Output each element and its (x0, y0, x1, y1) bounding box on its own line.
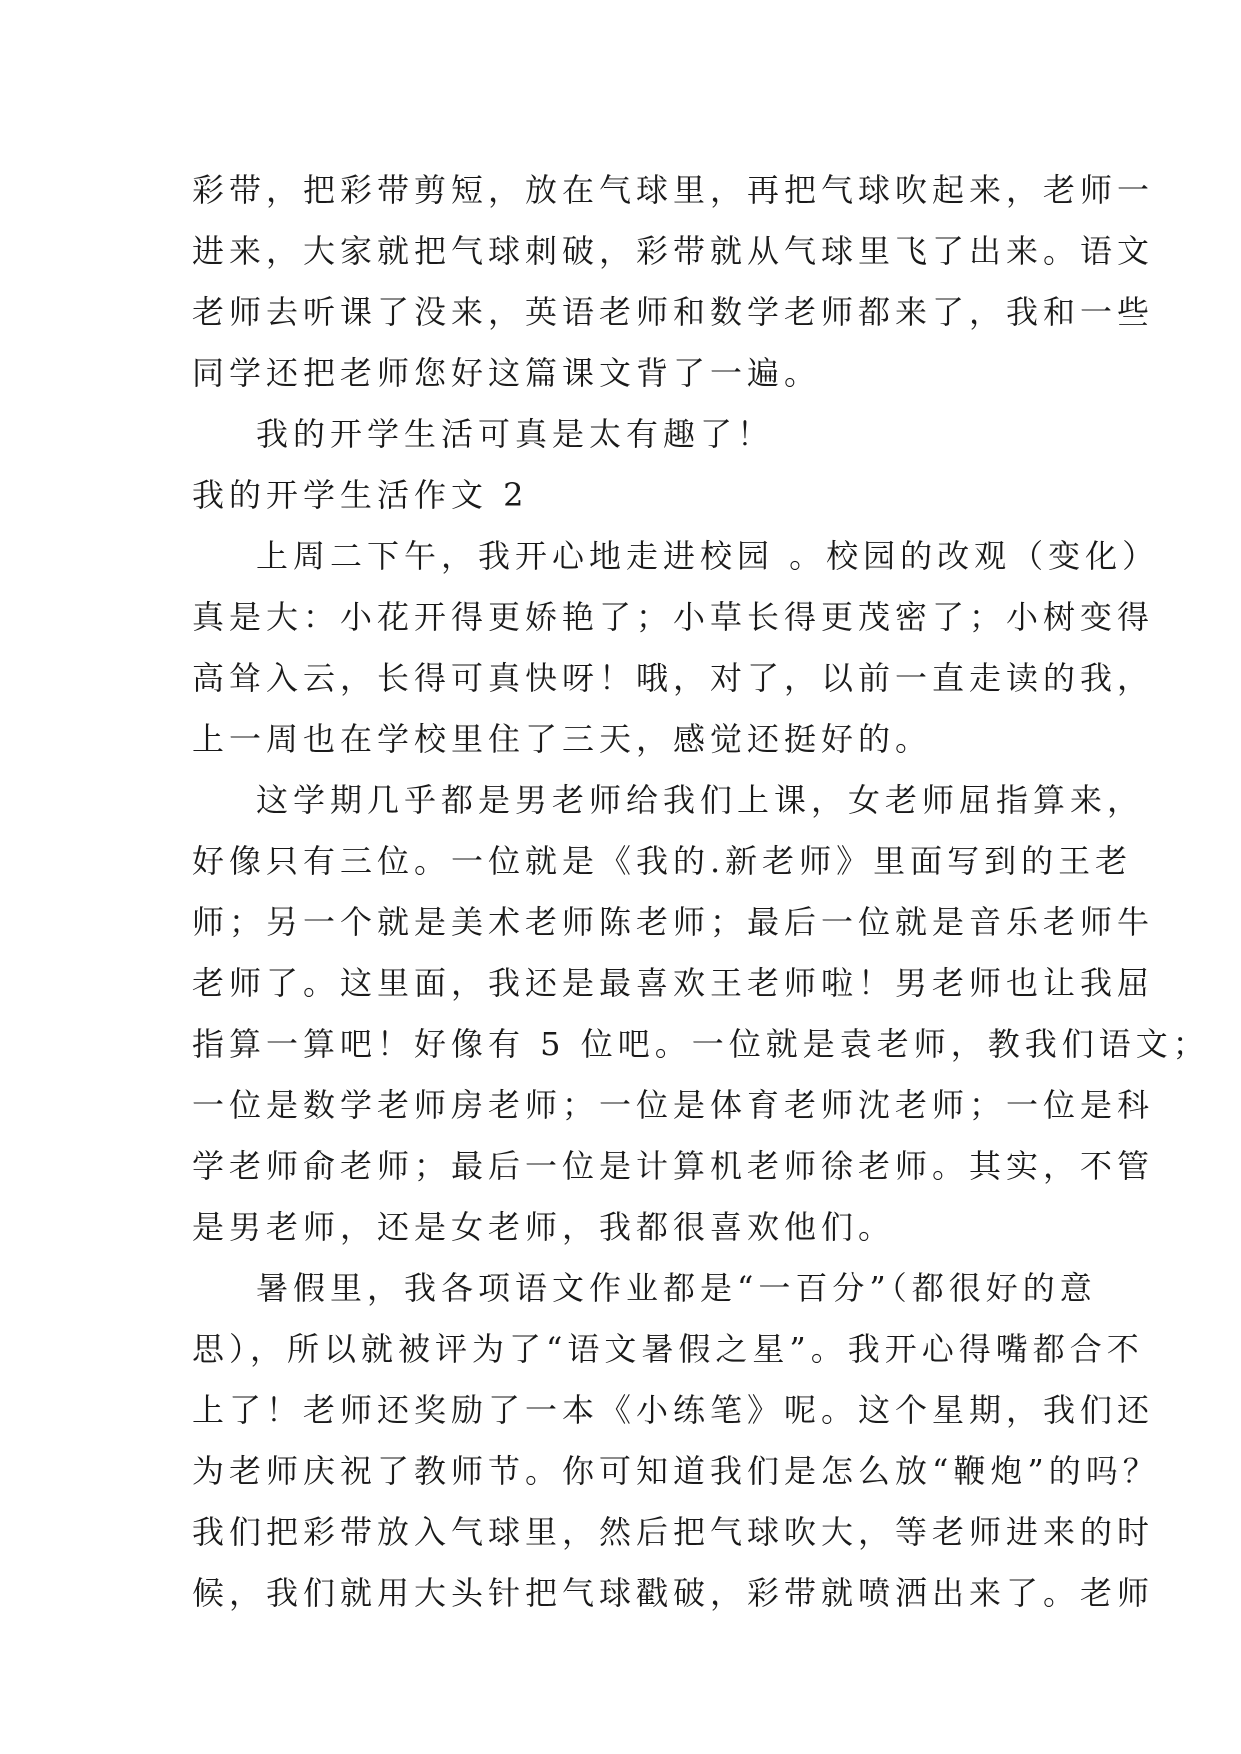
text-line: 进来，大家就把气球刺破，彩带就从气球里飞了出来。语文 (192, 232, 1155, 270)
text-line: 我的开学生活可真是太有趣了！ (256, 415, 775, 453)
text-line: 思），所以就被评为了“语文暑假之星”。我开心得嘴都合不 (192, 1330, 1144, 1368)
text-line: 师；另一个就是美术老师陈老师；最后一位就是音乐老师牛 (192, 903, 1155, 941)
text-line: 高耸入云，长得可真快呀！哦，对了，以前一直走读的我， (192, 659, 1155, 697)
text-line: 候，我们就用大头针把气球戳破，彩带就喷洒出来了。老师 (192, 1574, 1155, 1612)
text-line: 好像只有三位。一位就是《我的.新老师》里面写到的王老 (192, 842, 1133, 880)
text-line: 学老师俞老师；最后一位是计算机老师徐老师。其实，不管 (192, 1147, 1155, 1185)
text-line: 老师去听课了没来，英语老师和数学老师都来了，我和一些 (192, 293, 1155, 331)
text-line: 指算一算吧！好像有 5 位吧。一位就是袁老师，教我们语文； (192, 1025, 1210, 1063)
text-line: 一位是数学老师房老师；一位是体育老师沈老师；一位是科 (192, 1086, 1155, 1124)
text-line: 我们把彩带放入气球里，然后把气球吹大，等老师进来的时 (192, 1513, 1155, 1551)
text-line: 老师了。这里面，我还是最喜欢王老师啦！男老师也让我屈 (192, 964, 1155, 1002)
document-body (192, 160, 1210, 1624)
text-line: 真是大：小花开得更娇艳了；小草长得更茂密了；小树变得 (192, 598, 1155, 636)
section-heading: 我的开学生活作文 2 (192, 476, 529, 514)
text-line: 为老师庆祝了教师节。你可知道我们是怎么放“鞭炮”的吗？ (192, 1452, 1160, 1490)
text-line: 暑假里，我各项语文作业都是“一百分”（都很好的意 (256, 1269, 1097, 1307)
text-line: 上周二下午，我开心地走进校园 。校园的改观（变化） (256, 537, 1160, 575)
text-line: 同学还把老师您好这篇课文背了一遍。 (192, 354, 822, 392)
text-line: 是男老师，还是女老师，我都很喜欢他们。 (192, 1208, 896, 1246)
text-line: 彩带，把彩带剪短，放在气球里，再把气球吹起来，老师一 (192, 171, 1155, 209)
text-line: 这学期几乎都是男老师给我们上课，女老师屈指算来， (256, 781, 1145, 819)
text-line: 上一周也在学校里住了三天，感觉还挺好的。 (192, 720, 933, 758)
text-line: 上了！老师还奖励了一本《小练笔》呢。这个星期，我们还 (192, 1391, 1155, 1429)
